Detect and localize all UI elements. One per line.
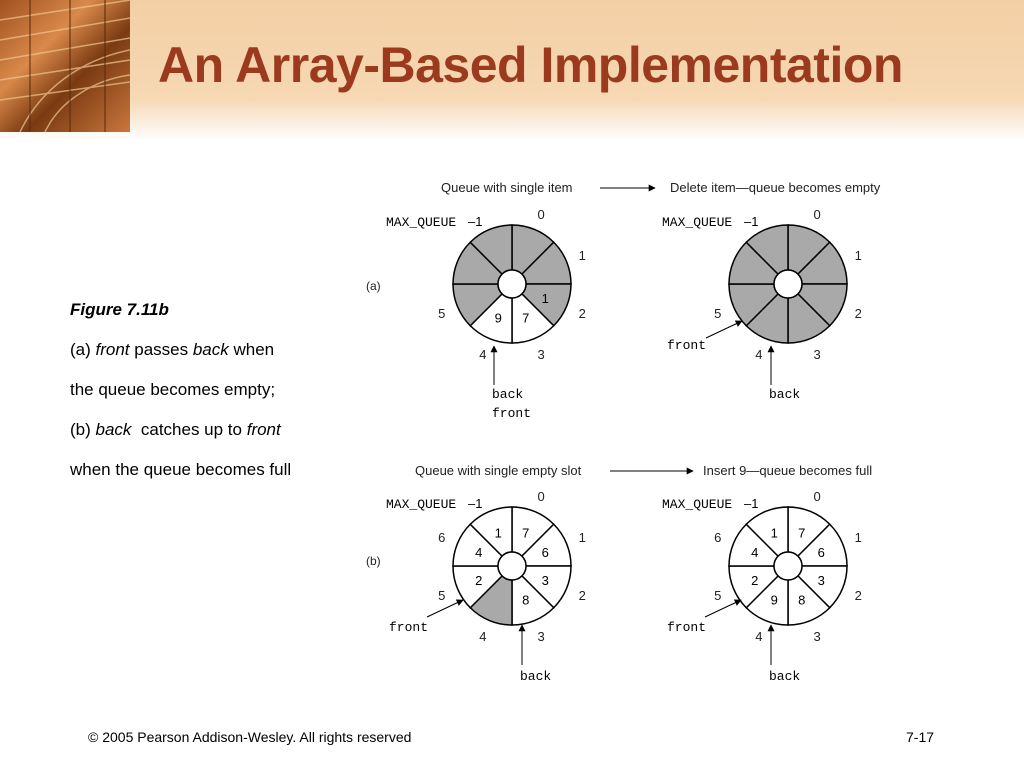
caption-back-word: back [192, 340, 229, 359]
pointer-label-front: front [667, 620, 707, 635]
slide-title: An Array-Based Implementation [158, 37, 903, 93]
caption-catches-text: catches up to [131, 420, 247, 439]
slot-index-label: 3 [537, 629, 545, 645]
slot-index-label: 4 [755, 629, 763, 645]
slot-index-label: 0 [537, 488, 545, 504]
slot-index-label: 5 [438, 588, 446, 604]
slot-index-label: 1 [578, 529, 586, 545]
slot-value: 8 [798, 592, 806, 608]
slot-value: 7 [798, 525, 806, 541]
caption-when-text: when [228, 340, 275, 359]
caption-front-word: front [246, 420, 281, 439]
slot-index-label: 2 [854, 588, 862, 604]
pointer-label-front: front [492, 406, 532, 421]
slot-value: 3 [817, 572, 825, 588]
slot-index-label: 2 [578, 306, 586, 322]
slot-index-label: 0 [537, 206, 545, 222]
slot-value: 6 [817, 545, 825, 561]
panel-a-left-heading: Queue with single item [441, 180, 573, 195]
part-b-label: (b) [366, 554, 381, 568]
slot-index-label: 2 [578, 588, 586, 604]
slot-value: 4 [475, 545, 483, 561]
front-pointer-arrow-a-right [706, 321, 742, 338]
slot-index-label: 1 [854, 529, 862, 545]
caption-b-label: (b) [70, 420, 96, 439]
ring-hub [498, 270, 526, 298]
figure-number: Figure 7.11b [70, 300, 169, 319]
slot-value: 1 [494, 525, 502, 541]
ring-hub [774, 552, 802, 580]
pointer-label-back: back [520, 669, 552, 684]
max-queue-label: MAX_QUEUE [386, 215, 457, 230]
max-queue-suffix: –1 [468, 214, 483, 229]
ring-hub [774, 270, 802, 298]
slot-value: 9 [770, 592, 778, 608]
slot-value: 7 [522, 525, 530, 541]
part-a-label: (a) [366, 279, 381, 293]
caption-passes-text: passes [129, 340, 193, 359]
slot-index-label: 4 [479, 347, 487, 363]
slot-value: 6 [541, 545, 549, 561]
slot-index-label: 6 [714, 529, 722, 545]
slot-index-label: 1 [854, 247, 862, 263]
slot-index-label: 6 [438, 529, 446, 545]
slot-value: 1 [541, 290, 549, 306]
slot-value: 8 [522, 592, 530, 608]
slot-index-label: 4 [479, 629, 487, 645]
max-queue-suffix: –1 [744, 214, 759, 229]
ring-hub [498, 552, 526, 580]
slot-value: 7 [522, 310, 530, 326]
caption-back-word: back [95, 420, 132, 439]
panel-a-right-heading: Delete item—queue becomes empty [670, 180, 881, 195]
slot-index-label: 5 [714, 588, 722, 604]
slot-index-label: 3 [813, 347, 821, 363]
caption-a-label: (a) [70, 340, 96, 359]
slot-index-label: 3 [537, 347, 545, 363]
slot-index-label: 5 [714, 306, 722, 322]
slot-value: 3 [541, 572, 549, 588]
slot-index-label: 0 [813, 488, 821, 504]
slot-index-label: 1 [578, 247, 586, 263]
slot-value: 1 [770, 525, 778, 541]
slot-value: 2 [751, 572, 759, 588]
panel-b-left-heading: Queue with single empty slot [415, 463, 582, 478]
max-queue-label: MAX_QUEUE [662, 497, 733, 512]
slot-index-label: 4 [755, 347, 763, 363]
slide-number: 7-17 [906, 729, 935, 745]
pointer-label-back: back [769, 669, 801, 684]
copyright-footer: © 2005 Pearson Addison-Wesley. All rights reserved [88, 729, 412, 745]
slot-index-label: 5 [438, 306, 446, 322]
slot-index-label: 2 [854, 306, 862, 322]
slot-index-label: 3 [813, 629, 821, 645]
front-pointer-arrow-b-right [705, 600, 741, 617]
pointer-label-front: front [389, 620, 429, 635]
slot-index-label: 0 [813, 206, 821, 222]
caption-line-2: the queue becomes empty; [70, 380, 276, 399]
slot-value: 4 [751, 545, 759, 561]
max-queue-suffix: –1 [468, 496, 483, 511]
pointer-label-back: back [492, 387, 524, 402]
caption-line-4: when the queue becomes full [70, 460, 292, 479]
panel-b-right-heading: Insert 9—queue becomes full [703, 463, 873, 478]
pointer-label-back: back [769, 387, 801, 402]
max-queue-label: MAX_QUEUE [386, 497, 457, 512]
slot-value: 2 [475, 572, 483, 588]
caption-front-word: front [95, 340, 130, 359]
pointer-label-front: front [667, 338, 707, 353]
slot-value: 9 [494, 310, 502, 326]
queue-ring-a-left [386, 207, 586, 362]
max-queue-suffix: –1 [744, 496, 759, 511]
max-queue-label: MAX_QUEUE [662, 215, 733, 230]
